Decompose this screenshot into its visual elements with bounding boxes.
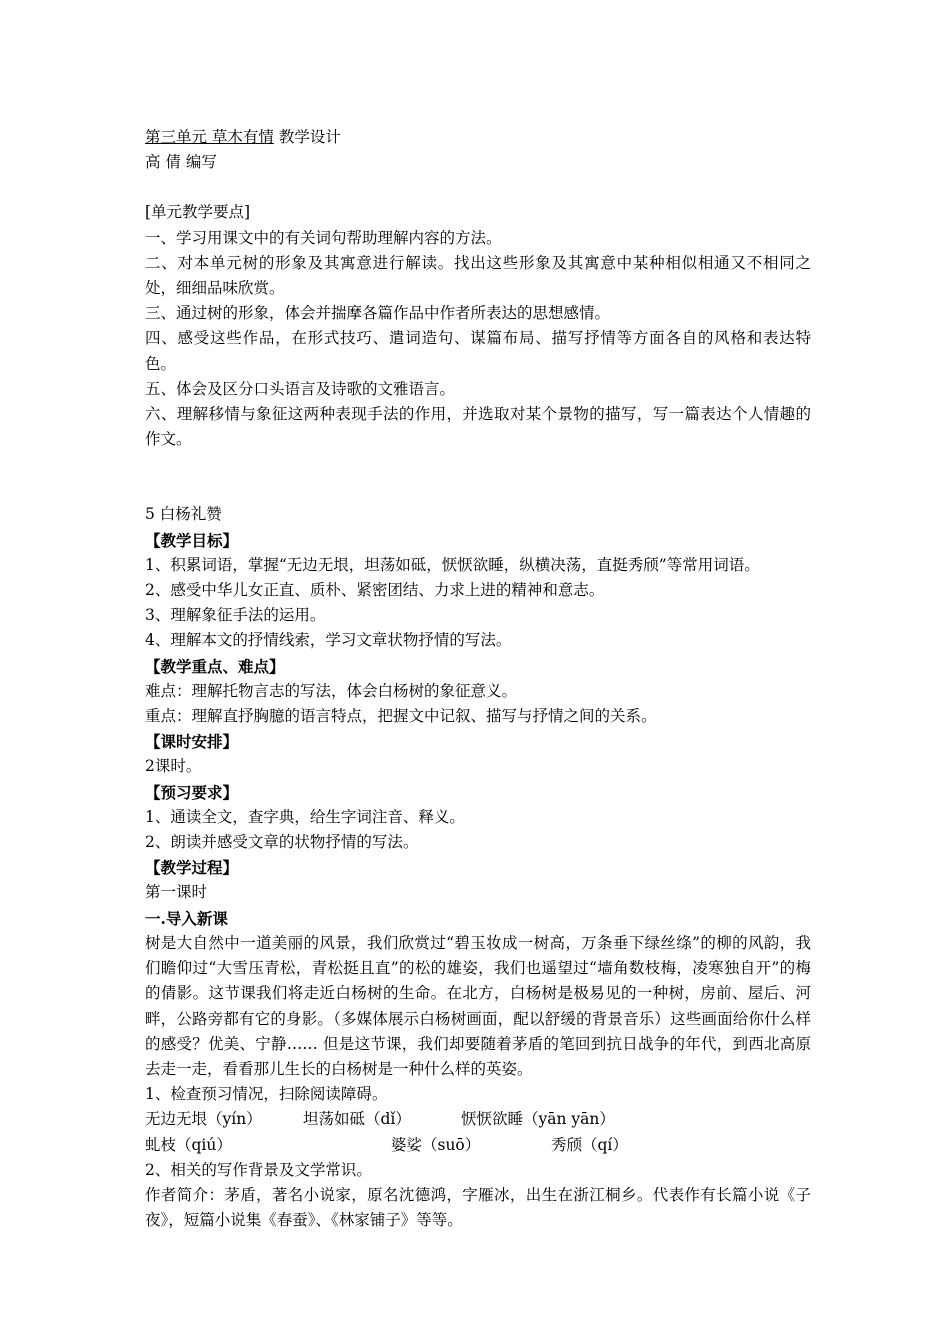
key-point: 重点：理解直抒胸臆的语言特点，把握文中记叙、描写与抒情之间的关系。 [145,707,657,726]
unit-heading: [单元教学要点] [145,203,251,222]
vocab-item: 坦荡如砥（dǐ） [303,1110,411,1129]
intro-heading: 一.导入新课 [145,908,228,928]
unit-point: 三、通过树的形象，体会并揣摩各篇作品中作者所表达的思想感情。 [145,304,611,323]
goal-item: 1、积累词语，掌握“无边无垠，坦荡如砥，恹恹欲睡，纵横决荡，直挺秀颀”等常用词语。 [145,555,760,574]
preview-heading: 【预习要求】 [145,782,239,802]
intro-paragraph: 树是大自然中一道美丽的风景，我们欣赏过“碧玉妆成一树高，万条垂下绿丝绦”的柳的风韵，我们瞻仰过“大雪压青松，青松挺且直”的松的雄姿，我们也遥望过“墙角数枝梅，凌寒独自开”的梅的倩影。这节课我们将走近白杨树的生命。在北方，白杨树是极易见的一种树，房前、屋后、河畔，公路旁都有它的身影。（多媒体展示白杨树画面，配以舒缓的背景音乐）这些画面给你什么样的感受？优美、宁静…… 但是这节课，我们却要随着茅盾的笔回到抗日战争的年代，到西北高原去走一走，看看那儿生长的白杨树是一种什么样的英姿。 [145,933,811,1078]
document-body [145,125,811,1233]
unit-point: 二、对本单元树的形象及其寓意进行解读。找出这些形象及其寓意中某种相似相通又不相同之处，细细品味欣赏。 [145,253,811,298]
process-heading: 【教学过程】 [145,858,239,878]
title-suffix: 教学设计 [273,128,341,146]
document-title [145,125,811,150]
goals-heading: 【教学目标】 [145,530,239,550]
vocab-row [145,1107,811,1132]
vocab-item: 无边无垠（yín） [145,1110,262,1129]
title-unit: 第三单元 草木有情 [145,128,274,146]
lesson-title: 5 白杨礼赞 [145,505,222,524]
key-points-heading: 【教学重点、难点】 [145,656,285,676]
schedule-text: 2课时。 [145,757,202,776]
unit-point: 四、感受这些作品，在形式技巧、遣词造句、谋篇布局、描写抒情等方面各自的风格和表达特色。 [145,329,811,373]
schedule-heading: 【课时安排】 [145,732,239,752]
vocab-item: 秀颀（qí） [551,1135,628,1154]
vocab-item: 婆娑（suō） [391,1135,481,1154]
first-period: 第一课时 [145,883,208,902]
vocab-item: 恹恹欲睡（yān yān） [461,1110,615,1129]
author-line: 高 倩 编写 [145,153,217,172]
preview-item: 2、朗读并感受文章的状物抒情的写法。 [145,833,419,852]
spacer [145,452,811,502]
unit-point: 五、体会及区分口头语言及诗歌的文雅语言。 [145,379,456,398]
spacer [145,175,811,200]
goal-item: 3、理解象征手法的运用。 [145,606,326,625]
unit-point: 六、理解移情与象征这两种表现手法的作用，并选取对某个景物的描写，写一篇表达个人情趣的作文。 [145,405,811,449]
background-heading: 2、相关的写作背景及文学常识。 [145,1160,372,1179]
vocab-item: 虬枝（qiú） [145,1135,232,1154]
vocab-row [145,1133,811,1158]
check-heading: 1、检查预习情况，扫除阅读障碍。 [145,1085,388,1104]
key-point: 难点：理解托物言志的写法，体会白杨树的象征意义。 [145,681,518,700]
author-intro: 作者简介：茅盾，著名小说家，原名沈德鸿，字雁冰，出生在浙江桐乡。代表作有长篇小说《子夜》，短篇小说集《春蚕》、《林家铺子》等等。 [145,1185,811,1230]
goal-item: 4、理解本文的抒情线索，学习文章状物抒情的写法。 [145,631,512,650]
unit-point: 一、学习用课文中的有关词句帮助理解内容的方法。 [145,228,502,247]
goal-item: 2、感受中华儿女正直、质朴、紧密团结、力求上进的精神和意志。 [145,581,605,600]
preview-item: 1、通读全文，查字典，给生字词注音、释义。 [145,807,465,826]
